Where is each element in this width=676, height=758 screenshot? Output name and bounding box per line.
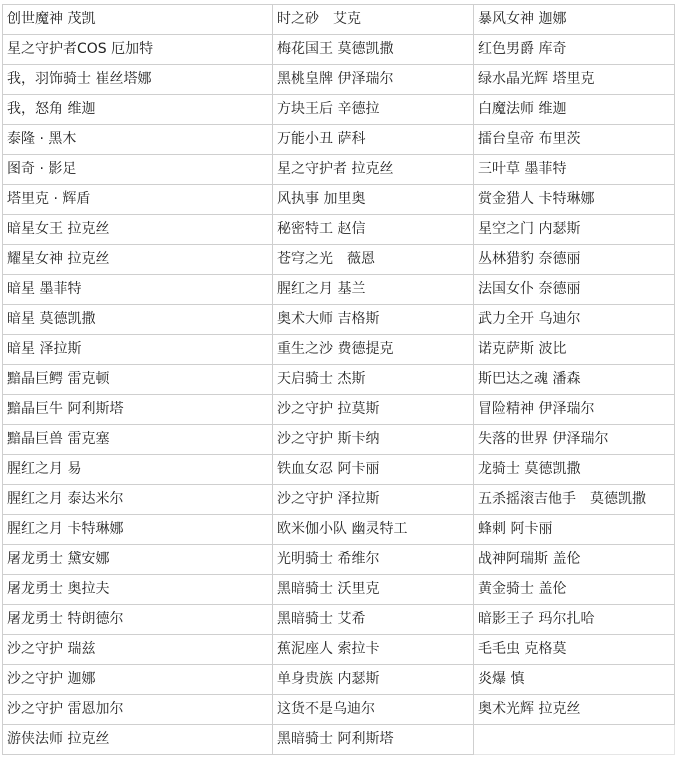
table-cell: 蕉泥座人 索拉卡 bbox=[273, 635, 474, 665]
table-cell: 战神阿瑞斯 盖伦 bbox=[474, 545, 675, 575]
table-row bbox=[3, 245, 675, 275]
table-cell: 黯晶巨鳄 雷克顿 bbox=[3, 365, 273, 395]
table-cell: 星空之门 内瑟斯 bbox=[474, 215, 675, 245]
table-cell: 苍穹之光 薇恩 bbox=[273, 245, 474, 275]
table-cell: 单身贵族 内瑟斯 bbox=[273, 665, 474, 695]
table-cell: 图奇 · 影足 bbox=[3, 155, 273, 185]
table-row bbox=[3, 365, 675, 395]
table-cell: 失落的世界 伊泽瑞尔 bbox=[474, 425, 675, 455]
table-cell: 赏金猎人 卡特琳娜 bbox=[474, 185, 675, 215]
table-cell: 奥术光辉 拉克丝 bbox=[474, 695, 675, 725]
table-cell: 风执事 加里奥 bbox=[273, 185, 474, 215]
table-cell: 天启骑士 杰斯 bbox=[273, 365, 474, 395]
table-cell: 黑暗骑士 阿利斯塔 bbox=[273, 725, 474, 755]
table-cell: 我，羽饰骑士 崔丝塔娜 bbox=[3, 65, 273, 95]
table-cell: 光明骑士 希维尔 bbox=[273, 545, 474, 575]
table-row bbox=[3, 455, 675, 485]
table-cell: 腥红之月 泰达米尔 bbox=[3, 485, 273, 515]
table-cell: 耀星女神 拉克丝 bbox=[3, 245, 273, 275]
table-row bbox=[3, 65, 675, 95]
table-cell: 暗星 泽拉斯 bbox=[3, 335, 273, 365]
table-cell: 五杀摇滚吉他手 莫德凯撒 bbox=[474, 485, 675, 515]
table-row bbox=[3, 665, 675, 695]
table-cell: 我，怒角 维迦 bbox=[3, 95, 273, 125]
table-cell: 方块王后 辛德拉 bbox=[273, 95, 474, 125]
table-cell: 诺克萨斯 波比 bbox=[474, 335, 675, 365]
table-cell: 毛毛虫 克格莫 bbox=[474, 635, 675, 665]
table-cell: 腥红之月 易 bbox=[3, 455, 273, 485]
table-cell: 万能小丑 萨科 bbox=[273, 125, 474, 155]
table-cell: 沙之守护 瑞兹 bbox=[3, 635, 273, 665]
table-row bbox=[3, 155, 675, 185]
table-cell: 沙之守护 雷恩加尔 bbox=[3, 695, 273, 725]
table-cell: 绿水晶光辉 塔里克 bbox=[474, 65, 675, 95]
table-cell: 沙之守护 斯卡纳 bbox=[273, 425, 474, 455]
table-cell: 欧米伽小队 幽灵特工 bbox=[273, 515, 474, 545]
table-cell: 炎爆 慎 bbox=[474, 665, 675, 695]
table-cell: 时之砂 艾克 bbox=[273, 5, 474, 35]
table-row bbox=[3, 425, 675, 455]
table-row bbox=[3, 725, 675, 755]
table-row bbox=[3, 575, 675, 605]
table-row bbox=[3, 695, 675, 725]
table-cell: 塔里克 · 辉盾 bbox=[3, 185, 273, 215]
table-cell: 白魔法师 维迦 bbox=[474, 95, 675, 125]
table-row bbox=[3, 635, 675, 665]
table-cell: 法国女仆 奈德丽 bbox=[474, 275, 675, 305]
table-cell: 暗星 墨菲特 bbox=[3, 275, 273, 305]
table-cell: 暗影王子 玛尔扎哈 bbox=[474, 605, 675, 635]
table-cell: 黑暗骑士 艾希 bbox=[273, 605, 474, 635]
table-cell: 泰隆 · 黑木 bbox=[3, 125, 273, 155]
skin-table-body bbox=[3, 5, 675, 755]
table-cell: 屠龙勇士 奥拉夫 bbox=[3, 575, 273, 605]
table-row bbox=[3, 485, 675, 515]
table-cell: 红色男爵 库奇 bbox=[474, 35, 675, 65]
table-row bbox=[3, 5, 675, 35]
table-row bbox=[3, 215, 675, 245]
table-row bbox=[3, 515, 675, 545]
table-cell: 沙之守护 拉莫斯 bbox=[273, 395, 474, 425]
table-cell: 三叶草 墨菲特 bbox=[474, 155, 675, 185]
table-row bbox=[3, 545, 675, 575]
table-cell: 暴风女神 迦娜 bbox=[474, 5, 675, 35]
table-cell: 暗星女王 拉克丝 bbox=[3, 215, 273, 245]
table-cell: 梅花国王 莫德凯撒 bbox=[273, 35, 474, 65]
table-cell: 武力全开 乌迪尔 bbox=[474, 305, 675, 335]
table-cell: 腥红之月 基兰 bbox=[273, 275, 474, 305]
table-cell: 黯晶巨牛 阿利斯塔 bbox=[3, 395, 273, 425]
table-row bbox=[3, 605, 675, 635]
table-cell: 沙之守护 迦娜 bbox=[3, 665, 273, 695]
table-cell: 游侠法师 拉克丝 bbox=[3, 725, 273, 755]
table-cell: 屠龙勇士 黛安娜 bbox=[3, 545, 273, 575]
table-row bbox=[3, 335, 675, 365]
table-cell: 创世魔神 茂凯 bbox=[3, 5, 273, 35]
table-cell: 秘密特工 赵信 bbox=[273, 215, 474, 245]
table-cell: 蜂刺 阿卡丽 bbox=[474, 515, 675, 545]
skin-table bbox=[2, 4, 675, 755]
table-cell: 丛林猎豹 奈德丽 bbox=[474, 245, 675, 275]
table-cell: 黑桃皇牌 伊泽瑞尔 bbox=[273, 65, 474, 95]
table-row bbox=[3, 305, 675, 335]
table-cell: 星之守护者 拉克丝 bbox=[273, 155, 474, 185]
table-cell: 屠龙勇士 特朗德尔 bbox=[3, 605, 273, 635]
table-cell bbox=[474, 725, 675, 755]
table-row bbox=[3, 125, 675, 155]
table-cell: 擂台皇帝 布里茨 bbox=[474, 125, 675, 155]
table-cell: 铁血女忍 阿卡丽 bbox=[273, 455, 474, 485]
table-cell: 黑暗骑士 沃里克 bbox=[273, 575, 474, 605]
table-row bbox=[3, 395, 675, 425]
table-cell: 腥红之月 卡特琳娜 bbox=[3, 515, 273, 545]
table-cell: 暗星 莫德凯撒 bbox=[3, 305, 273, 335]
table-cell: 沙之守护 泽拉斯 bbox=[273, 485, 474, 515]
table-cell: 斯巴达之魂 潘森 bbox=[474, 365, 675, 395]
table-cell: 龙骑士 莫德凯撒 bbox=[474, 455, 675, 485]
table-row bbox=[3, 95, 675, 125]
table-cell: 黯晶巨兽 雷克塞 bbox=[3, 425, 273, 455]
table-row bbox=[3, 185, 675, 215]
table-cell: 重生之沙 费德提克 bbox=[273, 335, 474, 365]
table-cell: 这货不是乌迪尔 bbox=[273, 695, 474, 725]
table-cell: 奥术大师 吉格斯 bbox=[273, 305, 474, 335]
table-row bbox=[3, 35, 675, 65]
table-cell: 星之守护者COS 厄加特 bbox=[3, 35, 273, 65]
table-cell: 冒险精神 伊泽瑞尔 bbox=[474, 395, 675, 425]
table-row bbox=[3, 275, 675, 305]
table-cell: 黄金骑士 盖伦 bbox=[474, 575, 675, 605]
